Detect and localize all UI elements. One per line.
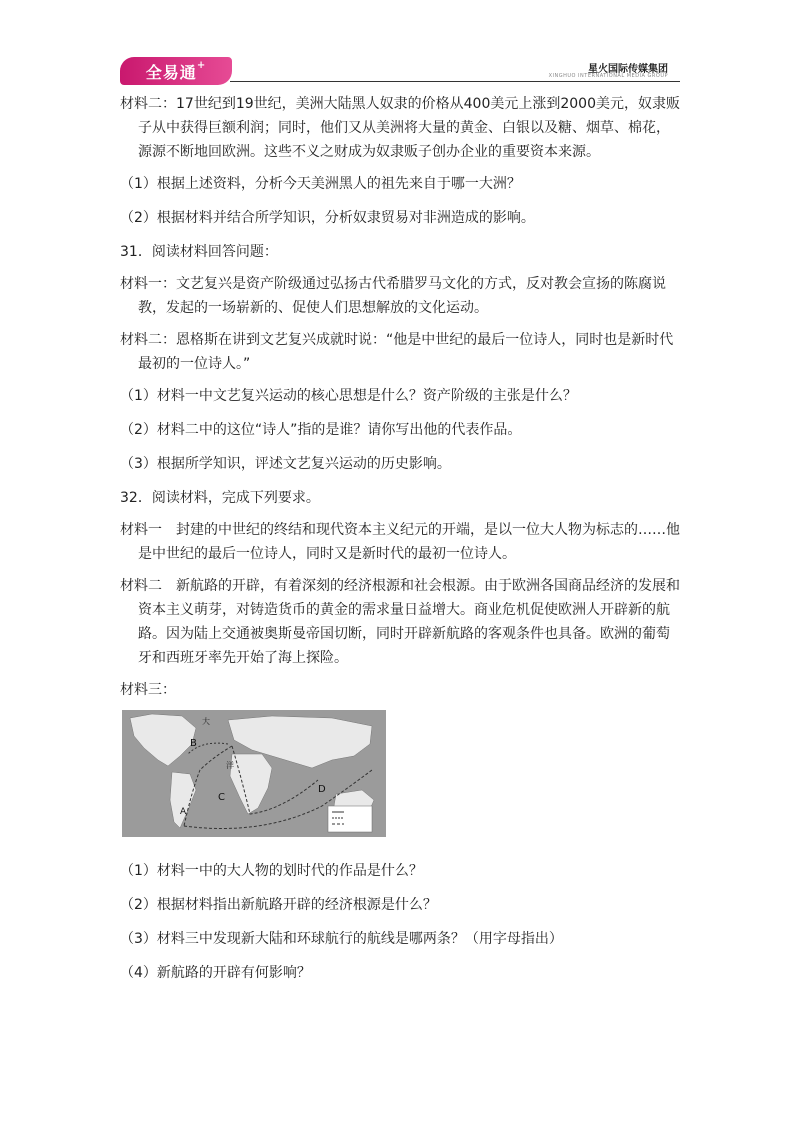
- question-31-3: （3）根据所学知识，评述文艺复兴运动的历史影响。: [120, 456, 451, 472]
- question-31-heading: 31．阅读材料回答问题：: [120, 244, 278, 260]
- question-30-2: （2）根据材料并结合所学知识，分析奴隶贸易对非洲造成的影响。: [120, 210, 535, 226]
- world-map-graphic: [122, 710, 386, 837]
- question-31-2: （2）材料二中的这位“诗人”指的是谁？请你写出他的代表作品。: [120, 422, 522, 438]
- header-divider: [230, 81, 680, 82]
- question-32-heading: 32．阅读材料，完成下列要求。: [120, 490, 320, 506]
- group-name: 星火国际传媒集团: [588, 64, 668, 75]
- question-32-2: （2）根据材料指出新航路开辟的经济根源是什么？: [120, 897, 437, 913]
- map-label-c: C: [218, 792, 225, 803]
- map-label-a: A: [180, 807, 187, 817]
- q31-material-two: 材料二：恩格斯在讲到文艺复兴成就时说：“他是中世纪的最后一位诗人，同时也是新时代最初的一位诗人。”: [120, 332, 674, 372]
- map-label-b: B: [190, 738, 197, 749]
- brand-logo: [120, 57, 232, 85]
- question-32-4: （4）新航路的开辟有何影响？: [120, 965, 311, 981]
- material-two-prev: 材料二：17世纪到19世纪，美洲大陆黑人奴隶的价格从400美元上涨到2000美元，奴隶贩子从中获得巨额利润；同时，他们又从美洲将大量的黄金、白银以及糖、烟草、棉花，源源不断地回欧洲。这些不义之财成为奴隶贩子创办企业的重要资本来源。: [120, 96, 680, 160]
- map-label-ocean2: 洋: [226, 761, 234, 770]
- map-label-ocean1: 大: [202, 717, 210, 726]
- voyage-route-map: [122, 710, 386, 837]
- question-32-3: （3）材料三中发现新大陆和环球航行的航线是哪两条？（用字母指出）: [120, 931, 563, 947]
- q31-material-one: 材料一：文艺复兴是资产阶级通过弘扬古代希腊罗马文化的方式，反对教会宣扬的陈腐说教，发起的一场崭新的、促使人们思想解放的文化运动。: [120, 276, 666, 316]
- page-header: [0, 0, 800, 90]
- map-legend: [328, 806, 372, 832]
- question-32-1: （1）材料一中的大人物的划时代的作品是什么？: [120, 863, 423, 879]
- question-31-1: （1）材料一中文艺复兴运动的核心思想是什么？资产阶级的主张是什么？: [120, 388, 577, 404]
- question-30-1: （1）根据上述资料，分析今天美洲黑人的祖先来自于哪一大洲？: [120, 176, 521, 192]
- group-subtitle: XINGHUO INTERNATIONAL MEDIA GROUP: [548, 73, 668, 79]
- q32-material-three: 材料三：: [120, 682, 176, 698]
- q32-material-one: 材料一 封建的中世纪的终结和现代资本主义纪元的开端，是以一位大人物为标志的……他是中世纪的最后一位诗人，同时又是新时代的最初一位诗人。: [120, 522, 680, 562]
- document-body: [120, 92, 680, 995]
- map-label-d: D: [318, 784, 326, 795]
- q32-material-two: 材料二 新航路的开辟，有着深刻的经济根源和社会根源。由于欧洲各国商品经济的发展和资本主义萌芽，对铸造货币的黄金的需求量日益增大。商业危机促使欧洲人开辟新的航路。因为陆上交通被奥斯曼帝国切断，同时开辟新航路的客观条件也具备。欧洲的葡萄牙和西班牙率先开始了海上探险。: [120, 578, 680, 666]
- logo-text: 全易通+: [145, 59, 207, 82]
